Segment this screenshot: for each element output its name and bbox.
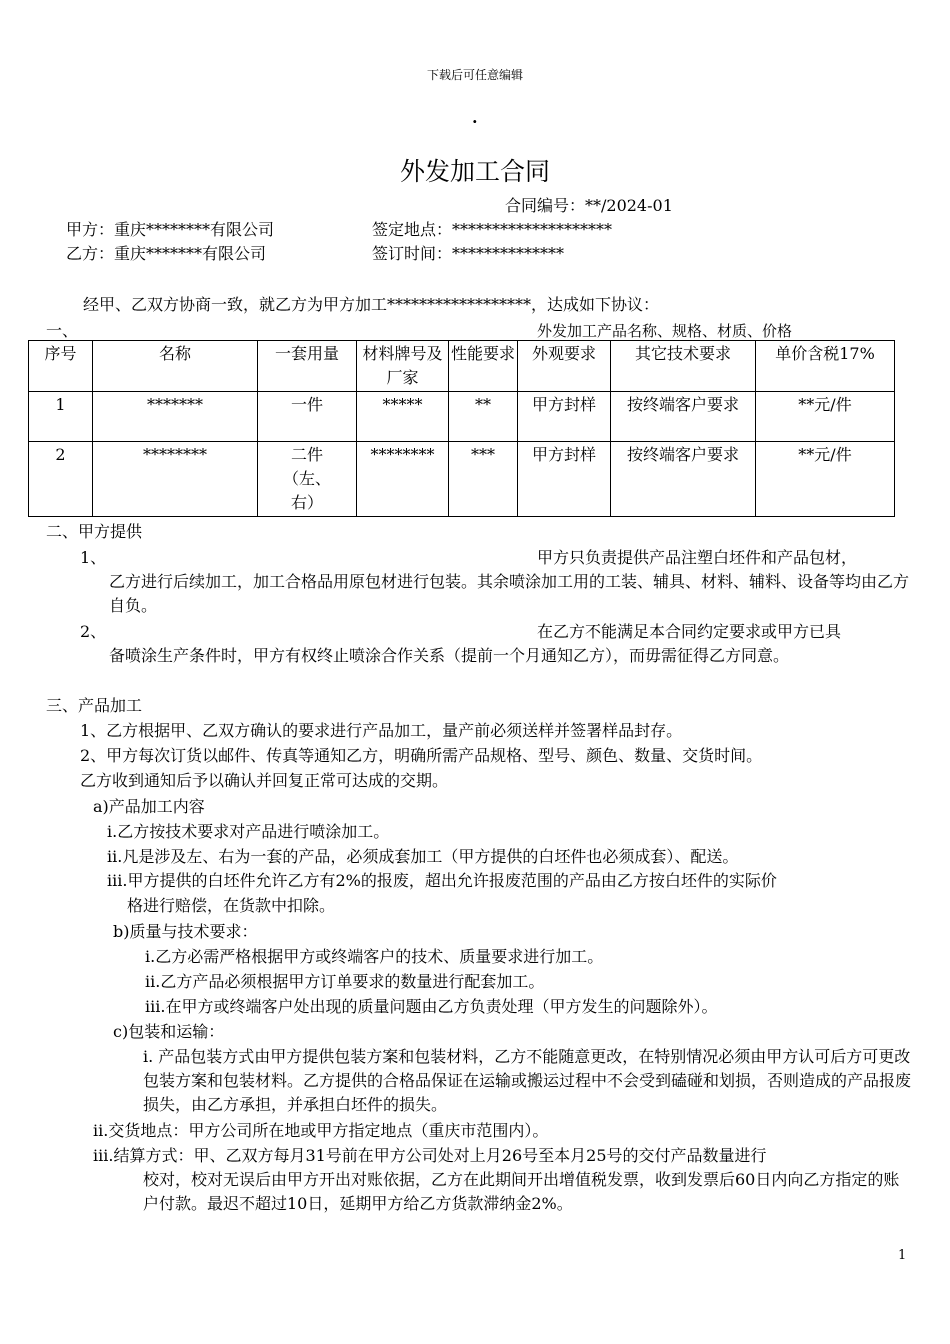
table-cell: ** — [449, 392, 518, 442]
table-cell: 甲方封样 — [518, 442, 611, 517]
section3-para2: 2、甲方每次订货以邮件、传真等通知乙方，明确所需产品规格、型号、颜色、数量、交货时间。 — [80, 746, 763, 765]
page-number: 1 — [898, 1248, 907, 1263]
sub-c-i: i. 产品包装方式由甲方提供包装方案和包装材料，乙方不能随意更改，在特别情况必须由甲方认可后方可更改包装方案和包装材料。乙方提供的合格品保证在运输或搬运过程中不会受到磕碰和划损，否则造成的产品报废损失，由乙方承担，并承担白坯件的损失。 — [143, 1047, 912, 1114]
table-cell: **元/件 — [756, 392, 895, 442]
sub-a-title: a)产品加工内容 — [93, 797, 205, 816]
section2-item2-line1: 在乙方不能满足本合同约定要求或甲方已具 — [537, 622, 842, 641]
document-title: 外发加工合同 — [399, 157, 550, 186]
section2-item1-body: 乙方进行后续加工，加工合格品用原包材进行包装。其余喷涂加工用的工装、辅具、材料、辅料、设备等均由乙方自负。 — [109, 572, 910, 615]
sub-a-iii-line1: iii.甲方提供的白坯件允许乙方有2%的报废，超出允许报废范围的产品由乙方按白坯件的实际价 — [107, 871, 777, 890]
sub-c-title: c)包装和运输： — [113, 1022, 225, 1041]
sub-c-iii-body: 校对，校对无误后由甲方开出对账依据，乙方在此期间开出增值税发票，收到发票后60日内向乙方指定的账户付款。最迟不超过10日，延期甲方给乙方货款滞纳金2%。 — [143, 1170, 900, 1213]
table-header-row — [29, 341, 895, 392]
sign-place: 签定地点：******************** — [372, 220, 613, 239]
table-cell: 按终端客户要求 — [611, 392, 756, 442]
intro-paragraph: 经甲、乙双方协商一致，就乙方为甲方加工******************，达成如下协议： — [83, 295, 660, 314]
header-note: 下载后可任意编辑 — [426, 68, 523, 82]
section2-item2-body: 备喷涂生产条件时，甲方有权终止喷涂合作关系（提前一个月通知乙方），而毋需征得乙方同意。 — [109, 646, 790, 665]
sub-c-iii-line1: iii.结算方式：甲、乙双方每月31号前在甲方公司处对上月26号至本月25号的交付产品数量进行 — [93, 1146, 767, 1165]
header-cell: 一套用量 — [258, 341, 357, 392]
section3-para2-cont: 乙方收到通知后予以确认并回复正常可达成的交期。 — [80, 771, 449, 790]
table-cell: 2 — [29, 442, 93, 517]
table-cell: ******** — [357, 442, 449, 517]
table-row — [29, 442, 895, 517]
sign-time: 签订时间：************** — [372, 244, 565, 263]
table-cell: ******* — [93, 392, 258, 442]
header-cell: 材料牌号及厂家 — [357, 341, 449, 392]
sub-a-iii-line2: 格进行赔偿，在货款中扣除。 — [127, 896, 336, 915]
table-cell: 按终端客户要求 — [611, 442, 756, 517]
header-dot: · — [472, 112, 478, 131]
table-cell: 一件 — [258, 392, 357, 442]
section2-item1-number: 1、 — [80, 548, 107, 567]
table-cell: ***** — [357, 392, 449, 442]
header-cell: 名称 — [93, 341, 258, 392]
section3-title: 三、产品加工 — [46, 696, 143, 715]
section2-item1-line1: 甲方只负责提供产品注塑白坯件和产品包材， — [537, 548, 858, 567]
section1-title: 外发加工产品名称、规格、材质、价格 — [537, 322, 793, 340]
sub-b-ii: ii.乙方产品必须根据甲方订单要求的数量进行配套加工。 — [145, 972, 545, 991]
contract-number: 合同编号：**/2024-01 — [505, 196, 673, 215]
table-row — [29, 392, 895, 442]
section3-para1: 1、乙方根据甲、乙双方确认的要求进行产品加工，量产前必须送样并签署样品封存。 — [80, 721, 683, 740]
header-cell: 外观要求 — [518, 341, 611, 392]
sub-b-iii: iii.在甲方或终端客户处出现的质量问题由乙方负责处理（甲方发生的问题除外）。 — [145, 997, 718, 1016]
party-a: 甲方：重庆********有限公司 — [66, 220, 275, 239]
table-cell: **元/件 — [756, 442, 895, 517]
sub-c-ii: ii.交货地点：甲方公司所在地或甲方指定地点（重庆市范围内）。 — [93, 1121, 549, 1140]
sub-b-i: i.乙方必需严格根据甲方或终端客户的技术、质量要求进行加工。 — [145, 947, 604, 966]
header-cell: 单价含税17% — [756, 341, 895, 392]
header-cell: 序号 — [29, 341, 93, 392]
party-b: 乙方：重庆*******有限公司 — [66, 244, 267, 263]
sub-a-i: i.乙方按技术要求对产品进行喷涂加工。 — [107, 822, 390, 841]
table-cell: *** — [449, 442, 518, 517]
section2-title: 二、甲方提供 — [46, 522, 143, 541]
section1-number: 一、 — [46, 321, 79, 340]
section2-item2-number: 2、 — [80, 622, 107, 641]
table-cell: 1 — [29, 392, 93, 442]
sub-b-title: b)质量与技术要求： — [113, 922, 258, 941]
sub-a-ii: ii.凡是涉及左、右为一套的产品，必须成套加工（甲方提供的白坯件也必须成套）、配送。 — [107, 847, 739, 866]
table-cell: 甲方封样 — [518, 392, 611, 442]
table-cell: 二件（左、右） — [258, 442, 357, 517]
table-cell: ******** — [93, 442, 258, 517]
header-cell: 其它技术要求 — [611, 341, 756, 392]
header-cell: 性能要求 — [449, 341, 518, 392]
product-table — [28, 340, 895, 517]
